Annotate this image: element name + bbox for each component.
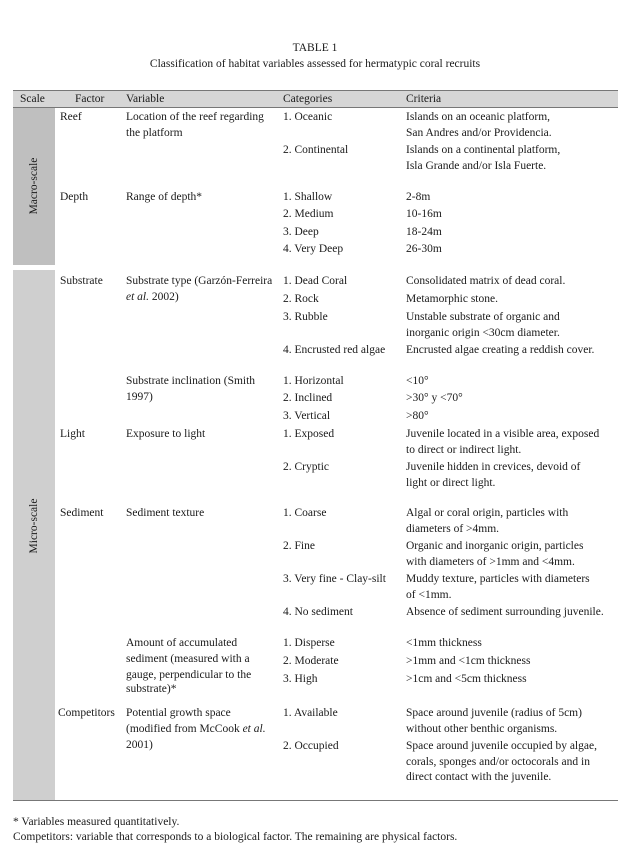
criteria-vertical: >80° xyxy=(406,410,429,422)
header-criteria: Criteria xyxy=(406,93,442,105)
macro-scale-label: Macro-scale xyxy=(28,157,40,215)
criteria-exposed: Juvenile located in a visible area, exposed xyxy=(406,428,600,440)
criteria-very-fine-cont: of <1mm. xyxy=(406,589,452,601)
criteria-fine-cont: with diameters of >1mm and <4mm. xyxy=(406,556,575,568)
variable-reef-cont: the platform xyxy=(126,127,183,139)
category-horizontal: 1. Horizontal xyxy=(283,375,344,387)
header-variable: Variable xyxy=(126,93,165,105)
citation-year: 2002) xyxy=(149,291,179,303)
category-cryptic: 2. Cryptic xyxy=(283,461,329,473)
micro-scale-label: Micro-scale xyxy=(28,498,40,554)
criteria-rubble-cont: inorganic origin <30cm diameter. xyxy=(406,327,560,339)
criteria-very-deep: 26-30m xyxy=(406,243,442,255)
category-very-fine: 3. Very fine - Clay-silt xyxy=(283,573,386,585)
variable-reef: Location of the reef regarding xyxy=(126,111,264,123)
criteria-occupied: Space around juvenile occupied by algae, xyxy=(406,740,597,752)
footnote-competitors: Competitors: variable that corresponds to a biological factor. The remaining are physical factors. xyxy=(13,831,458,843)
variable-growth-space-year: 2001) xyxy=(126,739,153,751)
variable-sediment-texture: Sediment texture xyxy=(126,507,205,519)
category-available: 1. Available xyxy=(283,707,338,719)
criteria-exposed-cont: to direct or indirect light. xyxy=(406,444,522,456)
variable-sediment-amount-4: substrate)* xyxy=(126,683,177,695)
factor-reef: Reef xyxy=(60,111,82,123)
variable-substrate-type-cont xyxy=(126,289,179,305)
variable-sediment-amount: Amount of accumulated xyxy=(126,637,238,649)
criteria-continental-cont: Isla Grande and/or Isla Fuerte. xyxy=(406,160,547,172)
criteria-disperse: <1mm thickness xyxy=(406,637,482,649)
criteria-rock: Metamorphic stone. xyxy=(406,293,498,305)
criteria-cryptic: Juvenile hidden in crevices, devoid of xyxy=(406,461,581,473)
category-vertical: 3. Vertical xyxy=(283,410,331,422)
criteria-oceanic-cont: San Andres and/or Providencia. xyxy=(406,127,552,139)
category-medium: 2. Medium xyxy=(283,208,334,220)
criteria-medium: 10-16m xyxy=(406,208,442,220)
factor-sediment: Sediment xyxy=(60,507,104,519)
footnote-quantitative: * Variables measured quantitatively. xyxy=(13,816,180,828)
factor-substrate: Substrate xyxy=(60,275,103,287)
variable-growth-space: Potential growth space xyxy=(126,707,231,719)
category-shallow: 1. Shallow xyxy=(283,191,333,203)
variable-depth: Range of depth* xyxy=(126,191,203,203)
category-coarse: 1. Coarse xyxy=(283,507,327,519)
category-occupied: 2. Occupied xyxy=(283,740,339,752)
category-high: 3. High xyxy=(283,673,318,685)
criteria-fine: Organic and inorganic origin, particles xyxy=(406,540,584,552)
criteria-oceanic: Islands on an oceanic platform, xyxy=(406,111,551,123)
table-number: TABLE 1 xyxy=(292,42,338,54)
category-encrusted: 4. Encrusted red algae xyxy=(283,344,386,356)
category-continental: 2. Continental xyxy=(283,144,349,156)
header-scale: Scale xyxy=(20,93,45,105)
table-caption: Classification of habitat variables assessed for hermatypic coral recruits xyxy=(149,58,481,70)
category-disperse: 1. Disperse xyxy=(283,637,335,649)
criteria-available: Space around juvenile (radius of 5cm) xyxy=(406,707,582,719)
variable-light: Exposure to light xyxy=(126,428,206,440)
criteria-deep: 18-24m xyxy=(406,226,442,238)
criteria-available-cont: without other benthic organisms. xyxy=(406,723,558,735)
header-factor: Factor xyxy=(75,93,105,105)
criteria-shallow: 2-8m xyxy=(406,191,431,203)
category-exposed: 1. Exposed xyxy=(283,428,335,440)
variable-sediment-amount-2: sediment (measured with a xyxy=(126,653,250,665)
header-categories: Categories xyxy=(283,93,333,105)
criteria-cryptic-cont: light or direct light. xyxy=(406,477,496,489)
citation-mccook: (modified from McCook xyxy=(126,723,243,735)
category-no-sediment: 4. No sediment xyxy=(283,606,353,618)
citation-etal-2: et al. xyxy=(242,723,266,735)
factor-depth: Depth xyxy=(60,191,89,203)
category-inclined: 2. Inclined xyxy=(283,392,333,404)
category-oceanic: 1. Oceanic xyxy=(283,111,333,123)
criteria-coarse-cont: diameters of >4mm. xyxy=(406,523,500,535)
criteria-occupied-3: direct contact with the juvenile. xyxy=(406,771,552,783)
criteria-horizontal: <10° xyxy=(406,375,429,387)
category-moderate: 2. Moderate xyxy=(283,655,339,667)
criteria-high: >1cm and <5cm thickness xyxy=(406,673,527,685)
category-dead-coral: 1. Dead Coral xyxy=(283,275,348,287)
category-rock: 2. Rock xyxy=(283,293,319,305)
criteria-moderate: >1mm and <1cm thickness xyxy=(406,655,531,667)
factor-light: Light xyxy=(60,428,85,440)
variable-sediment-amount-3: gauge, perpendicular to the xyxy=(126,669,252,681)
variable-substrate-inclination-cont: 1997) xyxy=(126,391,153,403)
rule-header xyxy=(13,107,618,108)
criteria-continental: Islands on a continental platform, xyxy=(406,144,561,156)
criteria-rubble: Unstable substrate of organic and xyxy=(406,311,560,323)
category-deep: 3. Deep xyxy=(283,226,319,238)
category-fine: 2. Fine xyxy=(283,540,315,552)
variable-growth-space-cont xyxy=(126,721,266,737)
criteria-very-fine: Muddy texture, particles with diameters xyxy=(406,573,590,585)
criteria-inclined: >30° y <70° xyxy=(406,392,463,404)
category-rubble: 3. Rubble xyxy=(283,311,328,323)
criteria-coarse: Algal or coral origin, particles with xyxy=(406,507,569,519)
criteria-no-sediment: Absence of sediment surrounding juvenile. xyxy=(406,606,604,618)
variable-substrate-type: Substrate type (Garzón-Ferreira xyxy=(126,275,273,287)
factor-competitors: Competitors xyxy=(58,707,115,719)
category-very-deep: 4. Very Deep xyxy=(283,243,344,255)
rule-bottom xyxy=(13,800,618,801)
criteria-occupied-2: corals, sponges and/or octocorals and in xyxy=(406,756,590,768)
citation-etal: et al. xyxy=(126,291,149,303)
variable-substrate-inclination: Substrate inclination (Smith xyxy=(126,375,256,387)
criteria-dead-coral: Consolidated matrix of dead coral. xyxy=(406,275,566,287)
criteria-encrusted: Encrusted algae creating a reddish cover. xyxy=(406,344,595,356)
